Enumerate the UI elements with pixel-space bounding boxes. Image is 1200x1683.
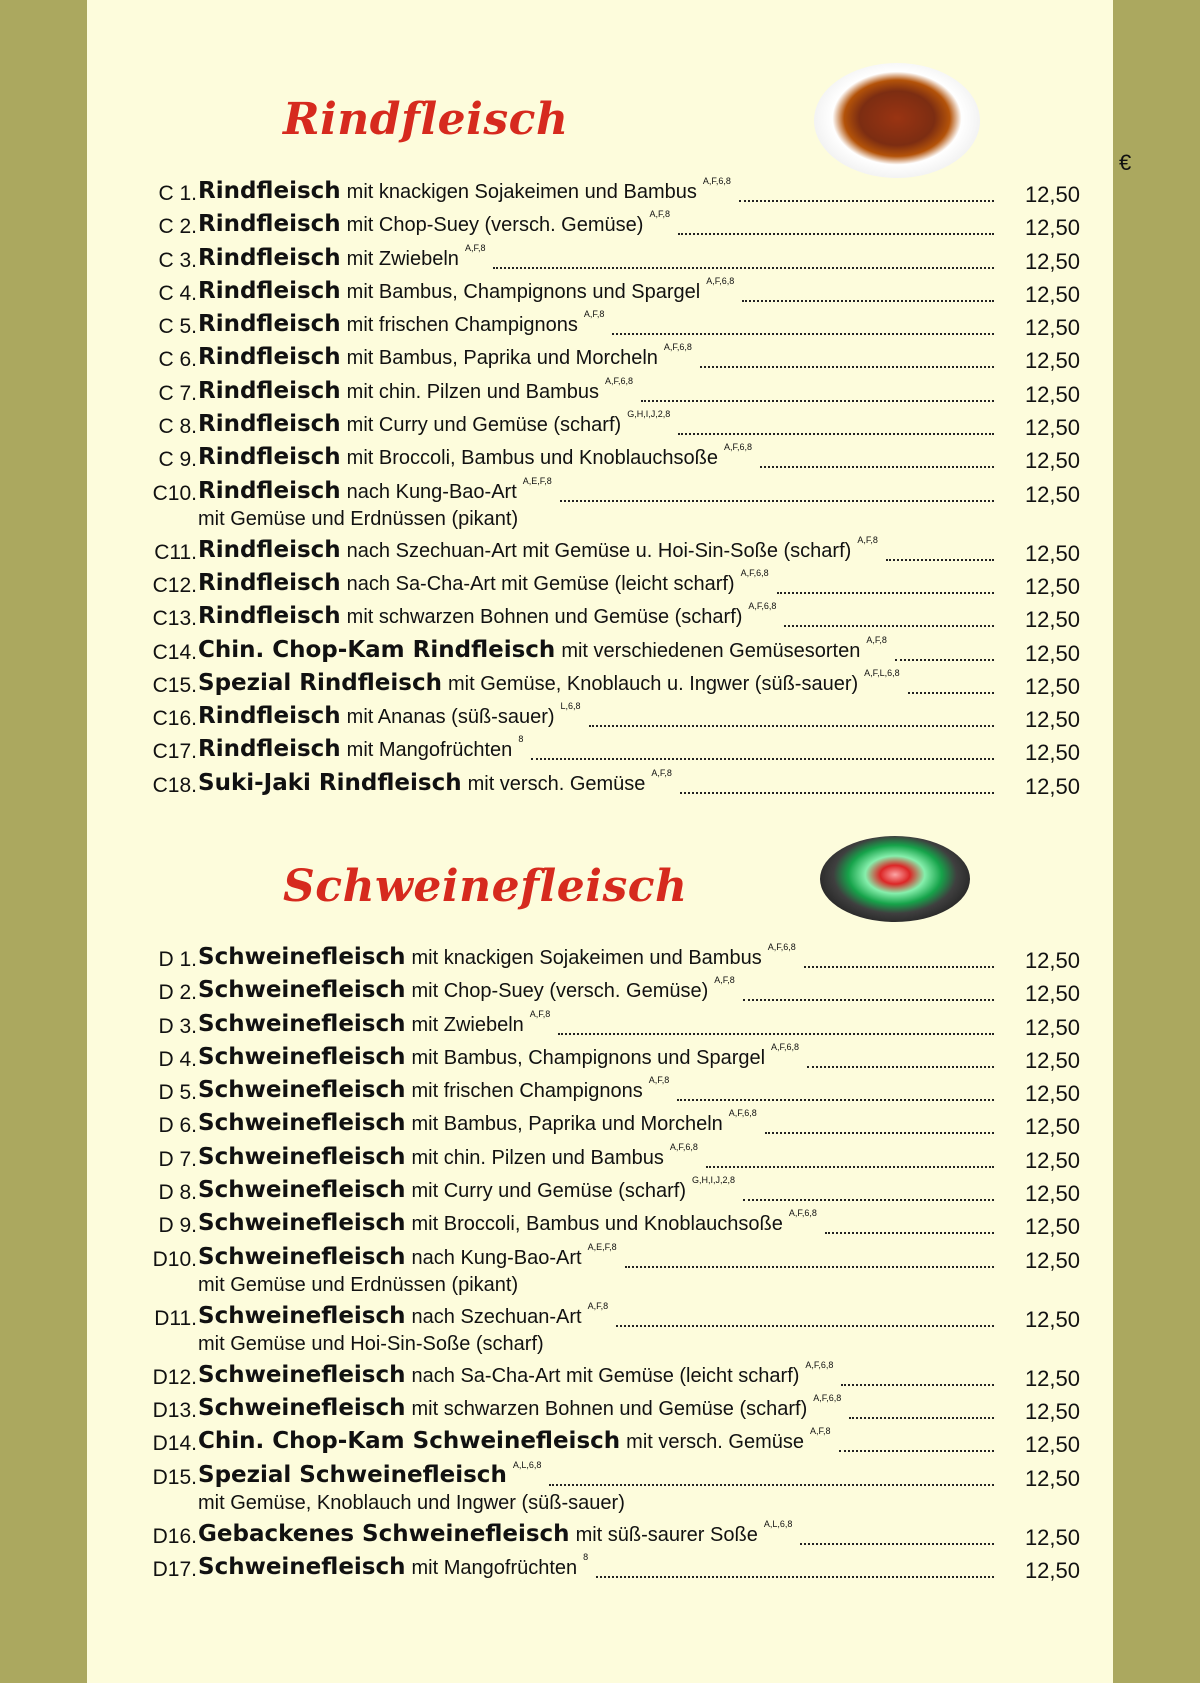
item-allergens: A,F,8 [464, 242, 486, 253]
item-name: Suki-Jaki Rindfleisch [198, 769, 462, 796]
dot-leader [839, 1449, 995, 1452]
item-description: mit versch. Gemüse [467, 772, 646, 795]
item-name: Rindfleisch [198, 344, 341, 371]
menu-item [87, 1518, 1113, 1554]
dot-leader [800, 1542, 994, 1545]
item-price: 12,50 [1024, 348, 1080, 374]
item-code: C 9. [158, 448, 197, 472]
menu-item [87, 667, 1113, 703]
menu-item [87, 475, 1113, 537]
item-name: Schweinefleisch [198, 1110, 406, 1137]
item-price: 12,50 [1024, 1398, 1080, 1424]
menu-item [87, 603, 1113, 636]
menu-item [87, 1359, 1113, 1395]
item-line [198, 1077, 1000, 1109]
item-allergens: A,F,6,8 [813, 1392, 842, 1403]
item-price: 12,50 [1024, 1147, 1080, 1173]
menu-item [87, 178, 1113, 211]
item-name: Rindfleisch [198, 703, 341, 730]
dot-leader [841, 1383, 994, 1386]
item-line [198, 736, 1000, 768]
item-code: D 4. [158, 1047, 197, 1071]
item-description: mit frischen Champignons [346, 314, 578, 337]
item-name: Schweinefleisch [198, 1361, 406, 1388]
item-line [198, 703, 1000, 735]
item-name: Spezial Rindfleisch [198, 669, 442, 696]
section-title-schweinefleisch: Schweinefleisch [283, 861, 688, 912]
item-allergens: A,F,6,8 [706, 275, 735, 286]
item-allergens: A,F,6,8 [771, 1041, 800, 1052]
menu-item [87, 1110, 1113, 1143]
item-code: D 1. [158, 948, 197, 971]
menu-item [87, 275, 1113, 311]
item-price: 12,50 [1024, 981, 1080, 1007]
item-description-line2: mit Gemüse und Erdnüssen (pikant) [198, 507, 519, 530]
item-price: 12,50 [1024, 248, 1080, 274]
dot-leader [678, 232, 994, 235]
item-price: 12,50 [1024, 281, 1080, 307]
item-allergens: 8 [583, 1551, 589, 1562]
item-allergens: A,F,8 [649, 209, 670, 220]
item-line [198, 375, 1000, 410]
item-name: Rindfleisch [198, 569, 341, 596]
item-code: D13. [152, 1398, 197, 1422]
dot-leader [589, 724, 994, 727]
item-name: Schweinefleisch [198, 1243, 406, 1270]
item-name: Schweinefleisch [198, 1143, 406, 1170]
item-allergens: A,F,6,8 [788, 1208, 817, 1219]
item-code: C 8. [158, 415, 197, 439]
item-price: 12,50 [1024, 1181, 1080, 1207]
item-name: Rindfleisch [198, 477, 341, 504]
item-line [198, 634, 1000, 669]
dot-leader [549, 1483, 994, 1486]
item-line [198, 344, 1000, 376]
item-price: 12,50 [1024, 540, 1080, 566]
item-allergens: A,F,6,8 [740, 567, 769, 578]
dot-leader [739, 199, 994, 202]
item-price: 12,50 [1024, 673, 1080, 699]
item-code: D11. [154, 1306, 197, 1330]
item-allergens: A,F,6,8 [669, 1141, 698, 1152]
dot-leader [807, 1065, 994, 1068]
item-name: Rindfleisch [198, 603, 341, 630]
item-line [198, 1551, 1000, 1586]
item-line [198, 178, 1000, 210]
dot-leader [677, 1098, 994, 1101]
dot-leader [493, 266, 994, 269]
currency-header: € [1119, 150, 1132, 175]
dot-leader [742, 299, 994, 302]
menu-item [87, 1141, 1113, 1177]
item-name: Schweinefleisch [198, 944, 406, 970]
item-code: C 3. [158, 248, 197, 272]
item-name: Schweinefleisch [198, 1302, 406, 1329]
item-description: mit knackigen Sojakeimen und Bambus [346, 181, 697, 203]
dot-leader [804, 965, 994, 968]
item-line [198, 444, 1000, 476]
item-code: C16. [152, 707, 197, 731]
item-line [198, 1359, 1000, 1394]
item-allergens: A,F,8 [648, 1075, 670, 1086]
beef-dish-photo [814, 63, 980, 178]
item-price: 12,50 [1024, 948, 1080, 973]
dot-leader [680, 791, 994, 794]
item-code: D 9. [158, 1214, 197, 1238]
item-price: 12,50 [1024, 448, 1080, 474]
item-description: mit Broccoli, Bambus und Knoblauchsoße [411, 1213, 783, 1236]
item-description: mit Bambus, Champignons und Spargel [346, 280, 701, 303]
item-code: C11. [154, 540, 197, 564]
item-line [198, 767, 1000, 802]
item-allergens: A,F,L,6,8 [864, 667, 900, 678]
menu-item [87, 311, 1113, 344]
dot-leader [625, 1265, 994, 1268]
item-price: 12,50 [1024, 1214, 1080, 1240]
item-description: nach Sa-Cha-Art mit Gemüse (leicht scharf) [411, 1364, 800, 1387]
item-price: 12,50 [1024, 740, 1080, 766]
dot-leader [612, 332, 994, 335]
item-price: 12,50 [1024, 640, 1080, 666]
item-name: Rindfleisch [198, 178, 341, 204]
item-description: mit Chop-Suey (versch. Gemüse) [346, 214, 644, 237]
item-name: Schweinefleisch [198, 1177, 406, 1204]
item-line [198, 1177, 1000, 1209]
item-description: nach Szechuan-Art mit Gemüse u. Hoi-Sin-Soße (scharf) [346, 539, 852, 562]
menu-item [87, 344, 1113, 377]
item-price: 12,50 [1024, 415, 1080, 441]
item-price: 12,50 [1024, 1247, 1080, 1273]
menu-item [87, 1008, 1113, 1044]
item-code: C10. [152, 481, 197, 505]
item-description: nach Kung-Bao-Art [411, 1246, 582, 1269]
item-name: Spezial Schweinefleisch [198, 1461, 507, 1488]
item-description: mit Chop-Suey (versch. Gemüse) [411, 980, 709, 1003]
item-allergens: A,F,8 [651, 767, 672, 778]
item-code: D14. [152, 1432, 197, 1456]
item-description: mit Curry und Gemüse (scharf) [411, 1180, 687, 1203]
dot-leader [560, 499, 994, 502]
item-allergens: A,F,8 [714, 975, 735, 986]
item-description: mit Mangofrüchten [346, 739, 513, 762]
item-description: mit frischen Champignons [411, 1080, 643, 1103]
item-code: D 2. [158, 981, 197, 1005]
item-code: D10. [152, 1247, 197, 1271]
item-line [198, 1041, 1000, 1076]
item-price: 12,50 [1024, 1365, 1080, 1391]
item-line [198, 534, 1000, 569]
item-description-line2: mit Gemüse und Erdnüssen (pikant) [198, 1273, 519, 1296]
dot-leader [531, 757, 994, 760]
item-allergens: A,F,6,8 [702, 176, 731, 186]
dot-leader [700, 365, 994, 368]
item-description: mit Ananas (süß-sauer) [346, 706, 555, 729]
item-line [198, 1210, 1000, 1242]
item-code: C 2. [158, 215, 197, 239]
item-name: Rindfleisch [198, 536, 341, 563]
dot-leader [825, 1231, 994, 1234]
menu-section-rindfleisch [87, 178, 1113, 803]
item-description: mit chin. Pilzen und Bambus [411, 1146, 664, 1169]
item-code: D16. [152, 1524, 197, 1548]
menu-item [87, 1210, 1113, 1243]
menu-item [87, 444, 1113, 477]
dot-leader [849, 1416, 994, 1419]
item-line [198, 275, 1000, 310]
dot-leader [596, 1575, 994, 1578]
menu-item [87, 534, 1113, 570]
item-allergens: A,F,8 [529, 1008, 551, 1019]
item-line [198, 411, 1000, 443]
item-line [198, 311, 1000, 343]
item-name: Schweinefleisch [198, 1043, 406, 1070]
item-code: C 1. [158, 182, 197, 205]
item-description: mit verschiedenen Gemüsesorten [561, 639, 861, 662]
dot-leader [743, 998, 994, 1001]
item-price: 12,50 [1024, 1081, 1080, 1107]
item-name: Rindfleisch [198, 377, 341, 404]
item-allergens: A,F,6,8 [728, 1108, 757, 1119]
item-allergens: A,F,8 [809, 1426, 831, 1437]
menu-item [87, 1077, 1113, 1110]
item-code: D15. [152, 1465, 197, 1489]
menu-item [87, 977, 1113, 1010]
item-name: Chin. Chop-Kam Rindfleisch [198, 636, 556, 663]
menu-item [87, 1041, 1113, 1077]
item-price: 12,50 [1024, 607, 1080, 633]
item-allergens: A,E,F,8 [587, 1241, 617, 1252]
item-line [198, 1300, 1000, 1335]
item-allergens: A,F,8 [857, 534, 878, 545]
item-description: mit versch. Gemüse [626, 1431, 804, 1454]
item-description: mit chin. Pilzen und Bambus [346, 380, 600, 403]
menu-item [87, 703, 1113, 736]
item-description-line2: mit Gemüse, Knoblauch und Ingwer (süß-sauer) [198, 1491, 625, 1514]
item-line [198, 944, 1000, 976]
item-description: mit Zwiebeln [346, 247, 459, 270]
pork-dish-photo [820, 836, 970, 922]
item-line [198, 977, 1000, 1009]
item-line [198, 1141, 1000, 1176]
item-allergens: 8 [518, 734, 524, 745]
item-name: Gebackenes Schweinefleisch [198, 1520, 570, 1547]
item-name: Schweinefleisch [198, 1077, 406, 1104]
menu-item [87, 1459, 1113, 1521]
menu-item [87, 1300, 1113, 1362]
section-title-rindfleisch: Rindfleisch [283, 94, 569, 145]
item-price: 12,50 [1024, 707, 1080, 733]
item-code: C15. [152, 673, 197, 697]
menu-item [87, 375, 1113, 411]
item-description: mit Broccoli, Bambus und Knoblauchsoße [346, 447, 718, 470]
item-line [198, 1428, 1000, 1460]
item-allergens: A,F,8 [866, 634, 887, 645]
item-price: 12,50 [1024, 1557, 1080, 1583]
item-code: D17. [152, 1557, 197, 1581]
menu-item [87, 567, 1113, 603]
item-allergens: A,F,6,8 [605, 375, 634, 386]
item-description: mit knackigen Sojakeimen und Bambus [411, 947, 762, 969]
item-description: mit Curry und Gemüse (scharf) [346, 414, 622, 437]
item-description: mit schwarzen Bohnen und Gemüse (scharf) [346, 606, 743, 629]
item-code: D 6. [158, 1114, 197, 1138]
item-price: 12,50 [1024, 215, 1080, 241]
menu-item [87, 1551, 1113, 1587]
item-line [198, 475, 1000, 510]
item-price: 12,50 [1024, 573, 1080, 599]
dot-leader [784, 624, 994, 627]
dot-leader [777, 591, 994, 594]
item-line [198, 1459, 1000, 1494]
item-code: D 3. [158, 1014, 197, 1038]
item-allergens: L,6,8 [560, 701, 581, 712]
item-allergens: A,L,6,8 [512, 1459, 542, 1470]
item-line [198, 567, 1000, 602]
menu-item [87, 1428, 1113, 1461]
item-allergens: A,E,F,8 [522, 475, 552, 486]
item-name: Rindfleisch [198, 311, 341, 338]
item-name: Rindfleisch [198, 211, 341, 238]
menu-section-schweinefleisch [87, 944, 1113, 1587]
menu-item [87, 411, 1113, 444]
item-name: Schweinefleisch [198, 1394, 406, 1421]
item-allergens: A,F,6,8 [663, 342, 692, 353]
item-description: mit Bambus, Champignons und Spargel [411, 1046, 766, 1069]
item-code: C 4. [158, 281, 197, 305]
item-price: 12,50 [1024, 1524, 1080, 1550]
item-description: mit Bambus, Paprika und Morcheln [346, 347, 658, 370]
item-name: Schweinefleisch [198, 1210, 406, 1237]
dot-leader [886, 558, 994, 561]
item-name: Rindfleisch [198, 736, 341, 763]
item-allergens: A,F,8 [583, 309, 605, 320]
menu-item [87, 1392, 1113, 1428]
item-code: C 5. [158, 315, 197, 339]
item-name: Rindfleisch [198, 244, 341, 271]
menu-item [87, 634, 1113, 670]
dot-leader [760, 465, 994, 468]
item-price: 12,50 [1024, 315, 1080, 341]
dot-leader [641, 399, 994, 402]
item-code: D 5. [158, 1081, 197, 1105]
item-code: C 6. [158, 348, 197, 372]
item-description: nach Kung-Bao-Art [346, 480, 517, 503]
item-description: mit süß-saurer Soße [575, 1523, 758, 1546]
item-allergens: A,F,6,8 [767, 942, 796, 952]
item-allergens: A,F,8 [587, 1300, 609, 1311]
item-description: mit Gemüse, Knoblauch u. Ingwer (süß-sauer) [447, 672, 859, 695]
item-price: 12,50 [1024, 1465, 1080, 1491]
dot-leader [678, 432, 994, 435]
item-line [198, 1110, 1000, 1142]
dot-leader [895, 658, 994, 661]
item-name: Schweinefleisch [198, 1010, 406, 1037]
item-description: mit Zwiebeln [411, 1013, 524, 1036]
item-code: C12. [152, 573, 197, 597]
item-price: 12,50 [1024, 182, 1080, 207]
item-name: Rindfleisch [198, 277, 341, 304]
dot-leader [616, 1324, 994, 1327]
item-name: Schweinefleisch [198, 1553, 406, 1580]
item-line [198, 1392, 1000, 1427]
item-price: 12,50 [1024, 381, 1080, 407]
menu-page [87, 0, 1132, 1683]
item-code: C14. [152, 640, 197, 664]
item-allergens: A,F,6,8 [805, 1359, 834, 1370]
item-description: mit Mangofrüchten [411, 1556, 578, 1579]
item-name: Rindfleisch [198, 444, 341, 471]
dot-leader [706, 1165, 994, 1168]
menu-item [87, 242, 1113, 278]
item-price: 12,50 [1024, 1014, 1080, 1040]
menu-item [87, 211, 1113, 244]
menu-item [87, 1177, 1113, 1210]
item-code: D 8. [158, 1181, 197, 1205]
dot-leader [743, 1198, 994, 1201]
dot-leader [558, 1032, 994, 1035]
item-description: mit schwarzen Bohnen und Gemüse (scharf) [411, 1397, 808, 1420]
item-allergens: A,L,6,8 [763, 1518, 793, 1529]
item-line [198, 1008, 1000, 1043]
item-allergens: A,F,6,8 [748, 601, 777, 612]
item-line [198, 603, 1000, 635]
item-name: Chin. Chop-Kam Schweinefleisch [198, 1428, 621, 1455]
item-allergens: G,H,I,J,2,8 [627, 409, 671, 420]
item-allergens: G,H,I,J,2,8 [692, 1175, 736, 1186]
menu-item [87, 767, 1113, 803]
item-code: C18. [152, 773, 197, 797]
item-price: 12,50 [1024, 1432, 1080, 1458]
item-allergens: A,F,6,8 [723, 442, 752, 453]
item-name: Schweinefleisch [198, 977, 406, 1004]
item-line [198, 1518, 1000, 1553]
item-code: C17. [152, 740, 197, 764]
item-code: C 7. [158, 381, 197, 405]
item-name: Rindfleisch [198, 411, 341, 438]
item-price: 12,50 [1024, 773, 1080, 799]
item-price: 12,50 [1024, 1047, 1080, 1073]
dot-leader [908, 691, 994, 694]
item-line [198, 1241, 1000, 1276]
item-price: 12,50 [1024, 1114, 1080, 1140]
item-description: nach Sa-Cha-Art mit Gemüse (leicht scharf) [346, 572, 735, 595]
menu-item [87, 1241, 1113, 1303]
item-description: nach Szechuan-Art [411, 1305, 582, 1328]
item-code: D12. [152, 1365, 197, 1389]
item-price: 12,50 [1024, 1306, 1080, 1332]
item-line [198, 667, 1000, 702]
item-code: C13. [152, 607, 197, 631]
item-description: mit Bambus, Paprika und Morcheln [411, 1113, 723, 1136]
menu-item [87, 944, 1113, 977]
item-price: 12,50 [1024, 481, 1080, 507]
menu-item [87, 736, 1113, 769]
dot-leader [765, 1131, 994, 1134]
item-description-line2: mit Gemüse und Hoi-Sin-Soße (scharf) [198, 1332, 544, 1355]
item-line [198, 242, 1000, 277]
item-code: D 7. [158, 1147, 197, 1171]
item-line [198, 211, 1000, 243]
